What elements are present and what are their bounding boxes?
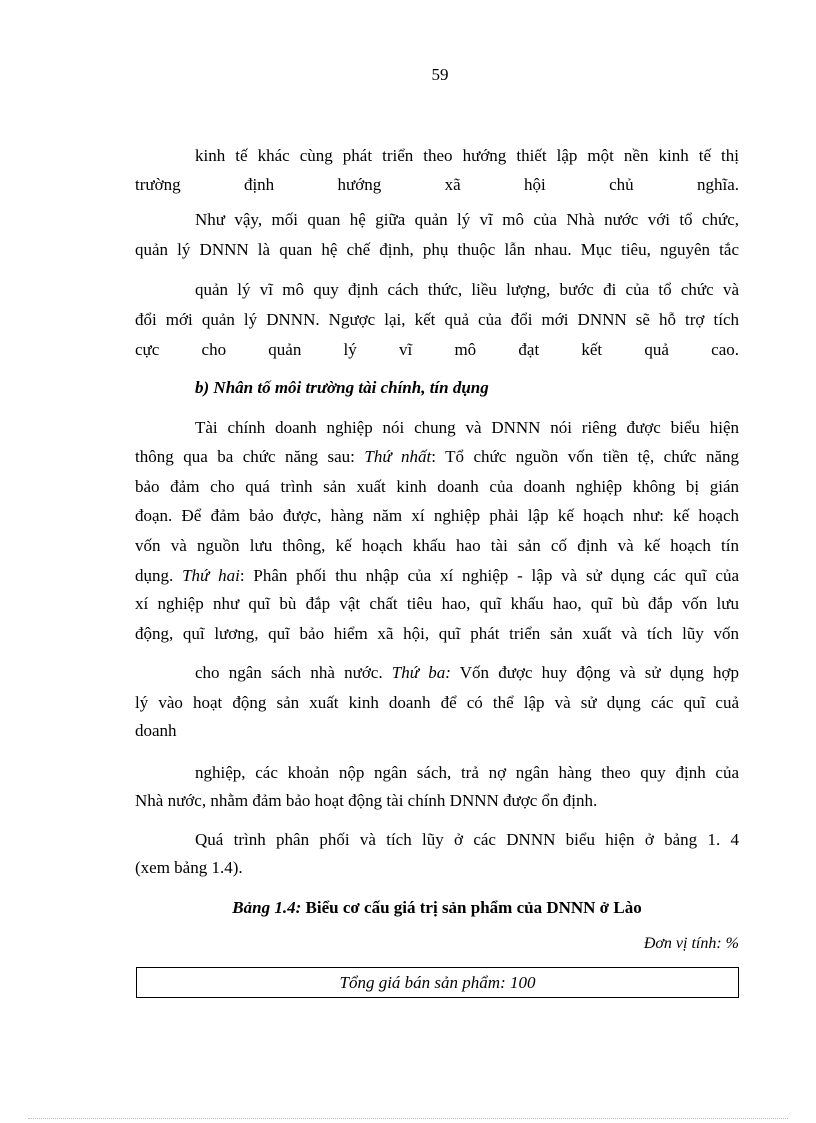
caption-text: Biểu cơ cấu giá trị sản phẩm của DNNN ở Lào [301, 898, 642, 917]
page-bottom-divider [28, 1118, 788, 1119]
caption-label: Bảng 1.4: [232, 898, 302, 917]
text: : Tổ chức nguồn vốn tiền tệ, chức năng [431, 447, 739, 466]
text-line: động, quĩ lương, quĩ bảo hiểm xã hội, quĩ phát triển sản xuất và tích lũy vốn [135, 624, 739, 643]
text-line: lý vào hoạt động sản xuất kinh doanh để có thể lập và sử dụng các quĩ cuả [135, 693, 739, 712]
text-line: quản lý vĩ mô quy định cách thức, liều lượng, bước đi của tổ chức và [195, 280, 739, 299]
text: Vốn được huy động và sử dụng hợp [450, 663, 740, 682]
emphasis: Thứ hai [182, 566, 240, 585]
text-line: Quá trình phân phối và tích lũy ở các DNNN biểu hiện ở bảng 1. 4 [195, 830, 739, 849]
text-line: nghiệp, các khoản nộp ngân sách, trả nợ ngân hàng theo quy định của [195, 763, 739, 782]
text-line [135, 663, 739, 683]
emphasis: Thứ nhất [364, 447, 432, 466]
text-line: đổi mới quản lý DNNN. Ngược lại, kết quả của đổi mới DNNN sẽ hỗ trợ tích [135, 310, 739, 329]
text-line: bảo đảm cho quá trình sản xuất kinh doanh của doanh nghiệp không bị gián [135, 477, 739, 496]
text: : Phân phối thu nhập của xí nghiệp - lập và sử dụng các quĩ của [239, 566, 739, 585]
text-line: Như vậy, mối quan hệ giữa quản lý vĩ mô của Nhà nước với tổ chức, [195, 210, 739, 229]
text-line: Tài chính doanh nghiệp nói chung và DNNN nói riêng được biểu hiện [195, 418, 739, 437]
text-line [135, 566, 739, 586]
text: thông qua ba chức năng sau: [135, 447, 365, 466]
text-line: đoạn. Để đảm bảo được, hàng năm xí nghiệp phải lập kế hoạch như: kế hoạch [135, 506, 739, 525]
text-line: (xem bảng 1.4). [135, 858, 243, 877]
table-header-cell: Tổng giá bán sản phẩm: 100 [136, 967, 739, 998]
text-line: Nhà nước, nhằm đảm bảo hoạt động tài chính DNNN được ổn định. [135, 791, 598, 810]
table-caption [135, 898, 739, 918]
text-line: vốn và nguồn lưu thông, kế hoạch khấu hao tài sản cố định và kế hoạch tín [135, 536, 739, 555]
section-heading: b) Nhân tố môi trường tài chính, tín dụng [195, 378, 489, 397]
text: dụng. [135, 566, 183, 585]
text-line: trường định hướng xã hội chủ nghĩa. [135, 175, 739, 194]
text-line: kinh tế khác cùng phát triển theo hướng thiết lập một nền kinh tế thị [195, 146, 739, 165]
page-number: 59 [431, 65, 449, 84]
text: cho ngân sách nhà nước. [195, 663, 392, 682]
table-unit: Đơn vị tính: % [643, 935, 739, 952]
text-line: quản lý DNNN là quan hệ chế định, phụ thuộc lẫn nhau. Mục tiêu, nguyên tắc [135, 240, 739, 259]
text-line: doanh [135, 721, 177, 740]
emphasis: Thứ ba: [391, 663, 451, 682]
text-line: cực cho quản lý vĩ mô đạt kết quả cao. [135, 340, 739, 359]
text-line [135, 447, 739, 467]
text-line: xí nghiệp như quĩ bù đắp vật chất tiêu hao, quĩ khấu hao, quĩ bù đắp vốn lưu [135, 594, 739, 613]
